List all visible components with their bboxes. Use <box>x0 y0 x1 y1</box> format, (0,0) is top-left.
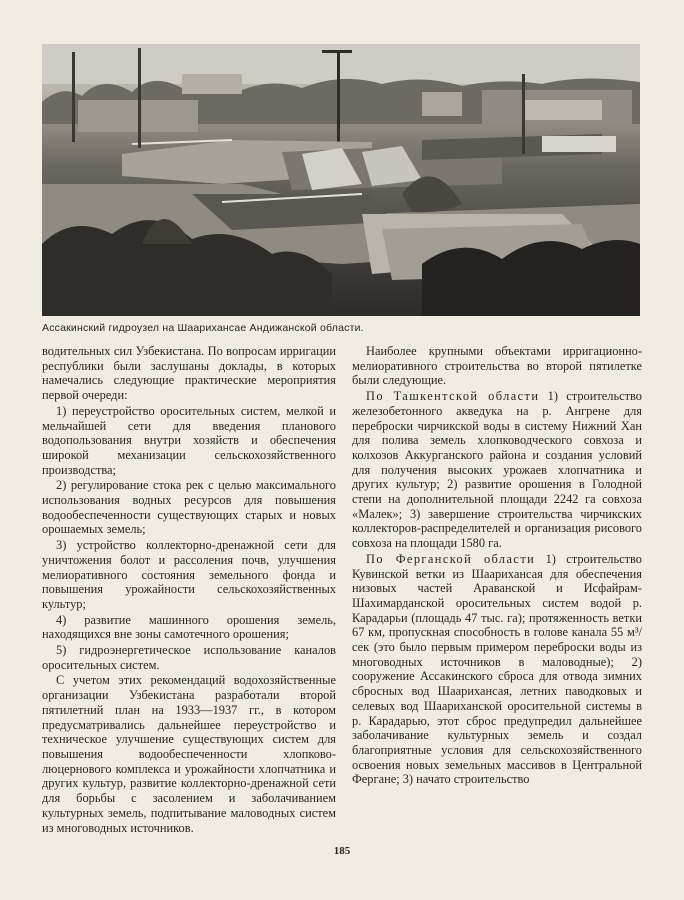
list-item: 4) развитие машинного орошения земель, находящихся вне зоны самотечного орошения; <box>42 612 336 642</box>
right-column <box>352 344 642 787</box>
paragraph: водительных сил Узбекистана. По вопросам ирригации республики были заслушаны доклады, в которых намечались следующие практические мероприятия первой очереди: <box>42 344 336 403</box>
region-heading-fergana: По Ферганской области <box>366 551 536 566</box>
region-heading-tashkent: По Ташкентской области <box>366 389 540 404</box>
paragraph: С учетом этих рекомендаций водохозяйственные организации Узбекистана разработали второй пятилетний план на 1933—1937 гг., в котором предусматривались дальнейшее переустройство и техническое улучшение существующих систем для повышения водообеспеченности хлопково-люцернового комплекса и урожайности хлопчатника и других культур, развитие коллекторно-дренажной сети для борьбы с засолением и заболачиванием культурных земель, подпитывание маловодных систем из многоводных источников. <box>42 673 336 835</box>
list-item: 1) переустройство оросительных систем, мелкой и мельчайшей сети для введения планового водопользования внутри хозяйств и обеспечения широкой механизации сельскохозяйственного производства; <box>42 403 336 477</box>
left-column <box>42 344 336 835</box>
list-item: 3) устройство коллекторно-дренажной сети для уничтожения болот и рассоления почв, улучшения мелиоративного состояния земельного фонда и повышения урожайности сельскохозяйственных культур; <box>42 538 336 611</box>
paragraph-text: 1) строительство железобетонного акведука на р. Ангрене для переброски чирчикской воды в систему Нижний Хан для полива земель хлопководческого совхоза и колхозов Аккурганского района и создания условий для получения высоких урожаев хлопчатника и других культур; 2) развитие орошения в Голодной степи на дополнительной площади 2242 га совхоза «Малек»; 3) завершение строительства чирчикских коллекторов-распределителей и организация рисового совхоза на площади 1580 га. <box>352 389 642 551</box>
hydro-structure-photo <box>42 44 640 316</box>
list-item: 5) гидроэнергетическое использование каналов оросительных систем. <box>42 643 336 672</box>
paragraph: Наиболее крупными объектами ирригационно-мелиоративного строительства во второй пятилетке были следующие. <box>352 344 642 388</box>
figure-caption: Ассакинский гидроузел на Шаарихансае Андижанской области. <box>42 322 364 334</box>
paragraph <box>352 552 642 787</box>
paragraph-text: 1) строительство Кувинской ветки из Шаарихансая для обеспечения низовых частей Араванской и Исфайрам-Шахимарданской оросительных систем водой р. Карадарьи (площадь 47 тыс. га); протяженность ветки 67 км, пропускная способность в голове канала 55 м³/сек (это было первым примером переброски воды из многоводных источников в маловодные); 2) сооружение Ассакинского сброса для отвода зимних сбросных вод Шаарихансая, летних паводковых и селевых вод Шаариханской оросительной системы в р. Карадарью, этот сброс предупредил дальнейшее заболачивание культурных земель и создал благоприятные условия для сельскохозяйственного освоения новых земельных массивов в Центральной Фергане; 3) начато строительство <box>352 551 642 787</box>
page-number: 185 <box>333 845 351 857</box>
paragraph <box>352 389 642 551</box>
list-item: 2) регулирование стока рек с целью максимального использования водных ресурсов для повышения водообеспеченности существующих старых и новых орошаемых земель; <box>42 478 336 537</box>
